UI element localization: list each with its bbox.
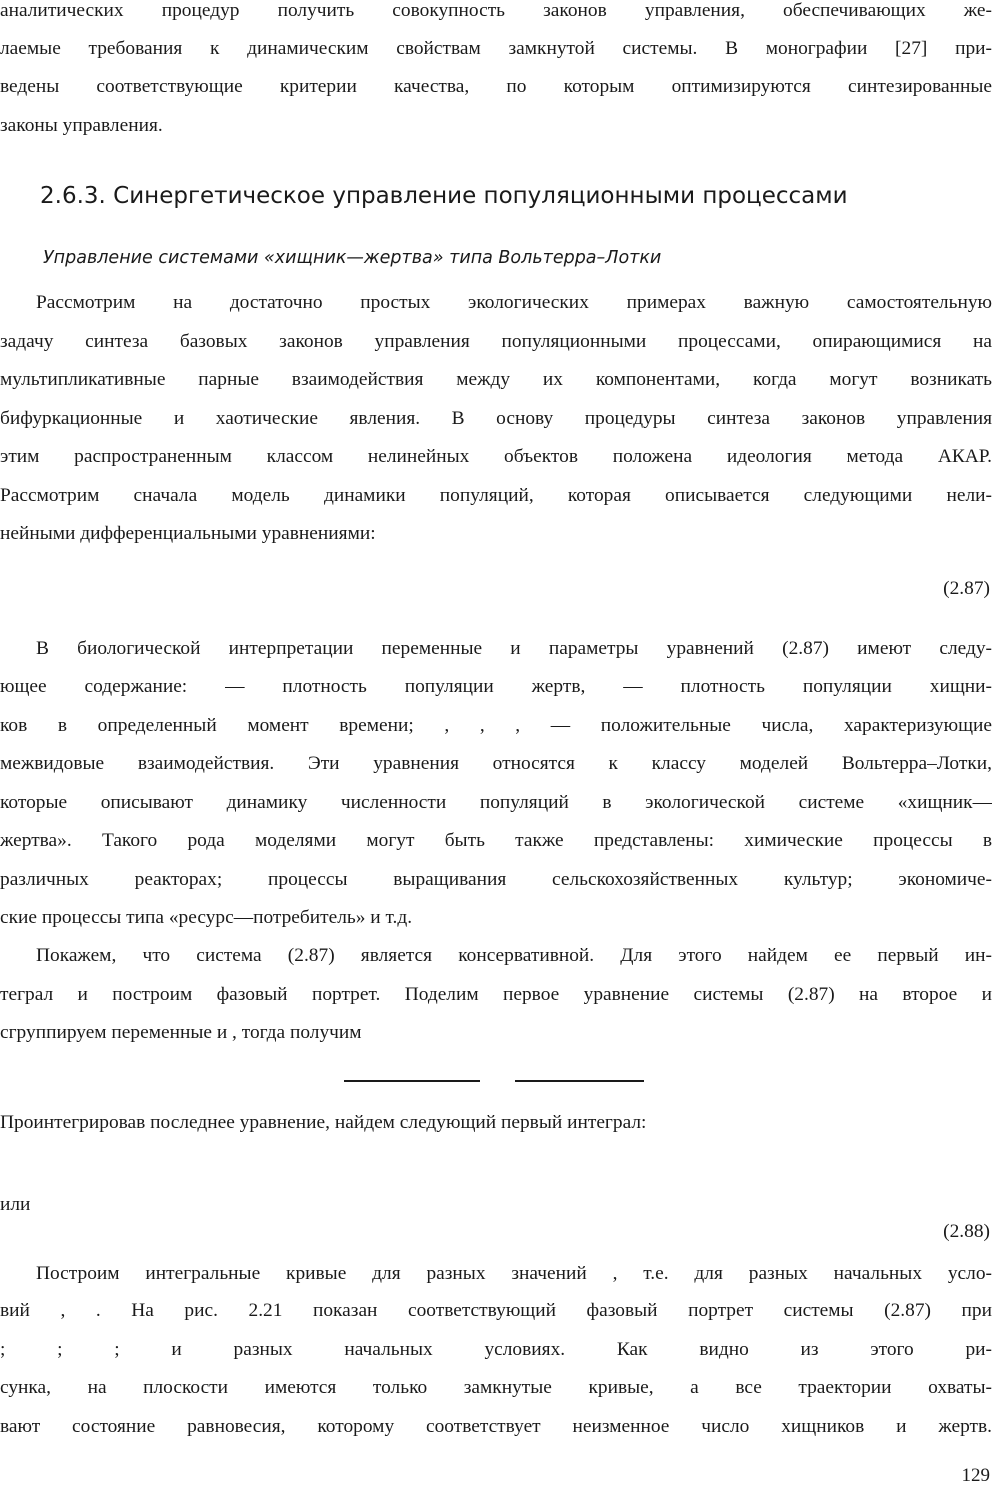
- intro-line-4: законы управления.: [0, 115, 163, 136]
- page-number: 129: [961, 1465, 990, 1486]
- or-word: или: [0, 1194, 31, 1215]
- para2-line-3: ков в определенный момент времени; , , , — положительные числа, характеризующие: [0, 715, 992, 736]
- para2-line-8: ские процессы типа «ресурс—потребитель» и т.д.: [0, 907, 413, 928]
- equation-number-2-88: (2.88): [943, 1221, 990, 1242]
- subsection-heading: Управление системами «хищник—жертва» типа Вольтерра–Лотки: [43, 248, 662, 268]
- para2-line-2: ющее содержание: — плотность популяции жертв, — плотность популяции хищни-: [0, 676, 992, 697]
- intro-line-3: ведены соответствующие критерии качества, по которым оптимизируются синтезированные: [0, 76, 992, 97]
- para1-line-6: Рассмотрим сначала модель динамики популяций, которая описывается следующими нели-: [0, 485, 992, 506]
- intro-line-1: аналитических процедур получить совокупность законов управления, обеспечивающих же-: [0, 0, 992, 21]
- para3-line-1: Покажем, что система (2.87) является консервативной. Для этого найдем ее первый ин-: [36, 945, 992, 966]
- para3-line-3: сгруппируем переменные и , тогда получим: [0, 1022, 362, 1043]
- para1-line-3: мультипликативные парные взаимодействия между их компонентами, когда могут возникать: [0, 369, 992, 390]
- integration-sentence: Проинтегрировав последнее уравнение, найдем следующий первый интеграл:: [0, 1112, 647, 1133]
- para1-line-5: этим распространенным классом нелинейных объектов положена идеология метода АКАР.: [0, 446, 992, 467]
- fraction-bar-right: [515, 1080, 644, 1082]
- para1-line-7: нейными дифференциальными уравнениями:: [0, 523, 376, 544]
- para2-line-6: жертва». Такого рода моделями могут быть также представлены: химические процессы в: [0, 830, 992, 851]
- para1-line-2: задачу синтеза базовых законов управления популяционными процессами, опирающимися на: [0, 331, 992, 352]
- para4-line-3: ; ; ; и разных начальных условиях. Как видно из этого ри-: [0, 1339, 992, 1360]
- para2-line-7: различных реакторах; процессы выращивания сельскохозяйственных культур; экономиче-: [0, 869, 992, 890]
- fraction-bar-left: [344, 1080, 480, 1082]
- para3-line-2: теграл и построим фазовый портрет. Поделим первое уравнение системы (2.87) на второе и: [0, 984, 992, 1005]
- para4-line-1: Построим интегральные кривые для разных значений , т.е. для разных начальных усло-: [36, 1263, 992, 1284]
- para1-line-1: Рассмотрим на достаточно простых экологических примерах важную самостоятельную: [36, 292, 992, 313]
- equation-number-2-87: (2.87): [943, 578, 990, 599]
- para2-line-5: которые описывают динамику численности популяций в экологической системе «хищник—: [0, 792, 992, 813]
- para4-line-2: вий , . На рис. 2.21 показан соответствующий фазовый портрет системы (2.87) при: [0, 1300, 992, 1321]
- section-heading: 2.6.3. Синергетическое управление популяционными процессами: [40, 183, 848, 209]
- para2-line-4: межвидовые взаимодействия. Эти уравнения относятся к классу моделей Вольтерра–Лотки,: [0, 753, 992, 774]
- para4-line-5: вают состояние равновесия, которому соответствует неизменное число хищников и жертв.: [0, 1416, 992, 1437]
- para1-line-4: бифуркационные и хаотические явления. В основу процедуры синтеза законов управления: [0, 408, 992, 429]
- intro-line-2: лаемые требования к динамическим свойствам замкнутой системы. В монографии [27] при-: [0, 38, 992, 59]
- para4-line-4: сунка, на плоскости имеются только замкнутые кривые, а все траектории охваты-: [0, 1377, 992, 1398]
- para2-line-1: В биологической интерпретации переменные и параметры уравнений (2.87) имеют следу-: [36, 638, 992, 659]
